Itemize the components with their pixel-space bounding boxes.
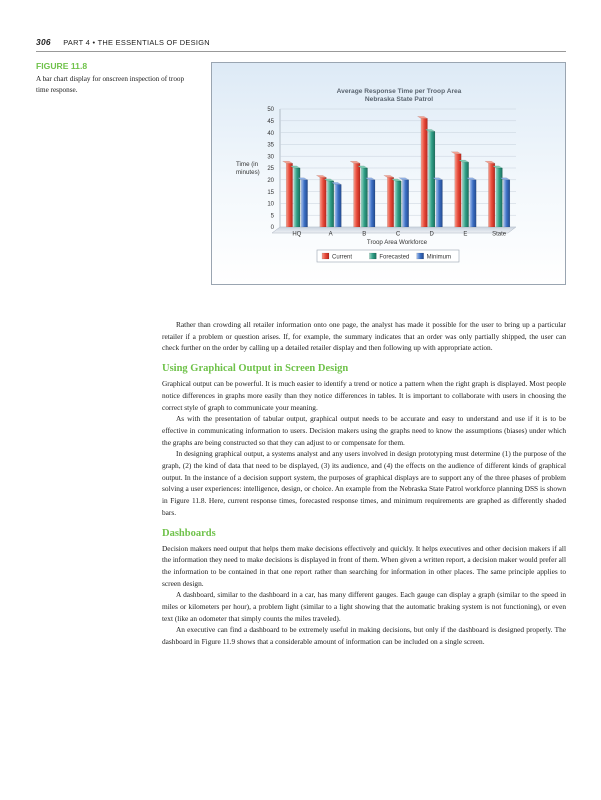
bar-face — [369, 180, 376, 227]
bar-face — [395, 181, 402, 227]
x-tick-label: D — [429, 231, 434, 238]
legend-label-forecasted: Forecasted — [379, 254, 410, 261]
chart-title: Average Response Time per Troop Area — [336, 88, 462, 95]
chart-legend — [317, 250, 459, 262]
legend-label-minimum: Minimum — [426, 254, 452, 261]
y-tick-label: 15 — [267, 189, 274, 196]
chart-subtitle: Nebraska State Patrol — [364, 96, 434, 103]
bar-face — [455, 154, 462, 227]
x-axis-label: Troop Area Workforce — [366, 239, 428, 246]
y-tick-label: 45 — [267, 119, 274, 125]
y-tick-label: 25 — [267, 166, 274, 173]
bar-face — [488, 163, 495, 227]
bar-chart — [211, 62, 566, 285]
y-tick-label: 10 — [267, 201, 274, 208]
y-tick-label: 20 — [267, 178, 274, 184]
section-title: THE ESSENTIALS OF DESIGN — [97, 38, 210, 47]
paragraph-1: Rather than crowding all retailer information onto one page, the analyst has made it possible for the user to bring up a particular retailer if a problem or question arises. If, for example, the summary indicates that an order was only partially shipped, the user can check further on the order by calling up a detailed retailer display and then following up with appropriate action. — [162, 320, 566, 353]
header-bullet: • — [92, 38, 96, 47]
bar-face — [496, 168, 503, 227]
bar-face — [436, 180, 443, 227]
paragraph-5: Decision makers need output that helps them make decisions effectively and quickly. It helps executives and other decision makers if all the information they need to make decisions is displayed in front of them. When given a written report, a decision maker would prefer all the information to be contained in that one report rather than searching for information in other places. The same principle applies to screen design. — [162, 543, 566, 588]
x-tick-label: B — [362, 231, 367, 238]
legend-label-current: Current — [332, 254, 353, 261]
y-axis-label-line-2: minutes) — [236, 169, 260, 176]
figure-chart — [211, 62, 566, 285]
legend-swatch-forecasted — [369, 253, 376, 259]
body-text — [162, 319, 566, 648]
chart-floor — [272, 227, 516, 233]
bar-face — [402, 180, 409, 227]
bar-face — [462, 162, 469, 227]
running-head — [36, 37, 210, 47]
x-tick-label: E — [463, 231, 468, 238]
x-tick-label: A — [328, 231, 333, 238]
figure-caption: A bar chart display for onscreen inspection of troop time response. — [36, 75, 185, 94]
y-tick-label: 0 — [270, 225, 274, 232]
bar-face — [361, 168, 368, 227]
section-heading-graphical-output: Using Graphical Output in Screen Design — [162, 363, 349, 375]
bar-face — [294, 168, 301, 227]
bar-face — [428, 131, 435, 227]
x-tick-label: C — [395, 231, 401, 238]
bar-face — [503, 180, 510, 227]
paragraph-2: Graphical output can be powerful. It is much easier to identify a trend or notice a pattern when the right graph is displayed. Most people notice differences in graphs more easily than they notice differences in tables. It is important to collaborate with users in choosing the correct style of graph to communicate your meaning. — [162, 379, 566, 412]
figure-label: FIGURE 11.8 — [36, 61, 88, 71]
y-tick-label: 35 — [267, 142, 274, 149]
paragraph-3: As with the presentation of tabular output, graphical output needs to be accurate and easy to understand and use if it is to be effective in communicating information to users. Decision makers using the graphs need to know the assumptions (biases) under which the graphs are being constructed so that they can adjust to or compensate for them. — [162, 414, 566, 447]
y-tick-label: 30 — [267, 154, 274, 161]
x-tick-label: HQ — [292, 231, 302, 238]
paragraph-7: An executive can find a dashboard to be extremely useful in making decisions, but only if the dashboard is designed properly. The dashboard in Figure 11.9 shows that a considerable amount of information can be included on a single screen. — [162, 625, 566, 647]
section-heading-dashboards: Dashboards — [162, 527, 216, 539]
paragraph-4: In designing graphical output, a systems analyst and any users involved in design prototyping must determine (1) the purpose of the graph, (2) the kind of data that need to be displayed, (3) its audience, and (4) the effects on the audience of different kinds of graphical output. In the instance of a decision support system, the purposes of graphical displays are to support any of the three phases of problem solving a user experiences: intelligence, design, or choice. An example from the Nebraska State Patrol workforce planning DSS is shown in Figure 11.8. Here, current response times, forecasted response times, and minimum requirements are graphed as differently shaded bars. — [162, 449, 566, 517]
bar-face — [320, 177, 327, 227]
header-rule — [36, 51, 566, 52]
bar-face — [335, 185, 342, 227]
part-label: PART 4 — [63, 38, 91, 47]
y-tick-label: 5 — [270, 213, 274, 220]
bar-face — [470, 180, 477, 227]
bar-face — [286, 163, 293, 227]
bar-face — [421, 118, 428, 227]
y-axis-label-line-1: Time (in — [236, 161, 259, 168]
bar-face — [327, 181, 334, 227]
page-number: 306 — [36, 37, 51, 47]
paragraph-6: A dashboard, similar to the dashboard in a car, has many different gauges. Each gauge can display a graph (similar to the speed in miles or kilometers per hour), a problem light (similar to a light showing that the automatic braking system is not functioning), or even text (like an odometer that simply counts the miles traveled). — [162, 590, 566, 623]
legend-swatch-minimum — [417, 253, 424, 259]
x-tick-label: State — [492, 231, 507, 238]
y-tick-label: 40 — [267, 130, 274, 137]
bar-face — [301, 180, 308, 227]
bar-face — [387, 177, 394, 227]
y-tick-label: 50 — [267, 107, 274, 114]
bar-face — [354, 163, 361, 227]
legend-swatch-current — [322, 253, 329, 259]
